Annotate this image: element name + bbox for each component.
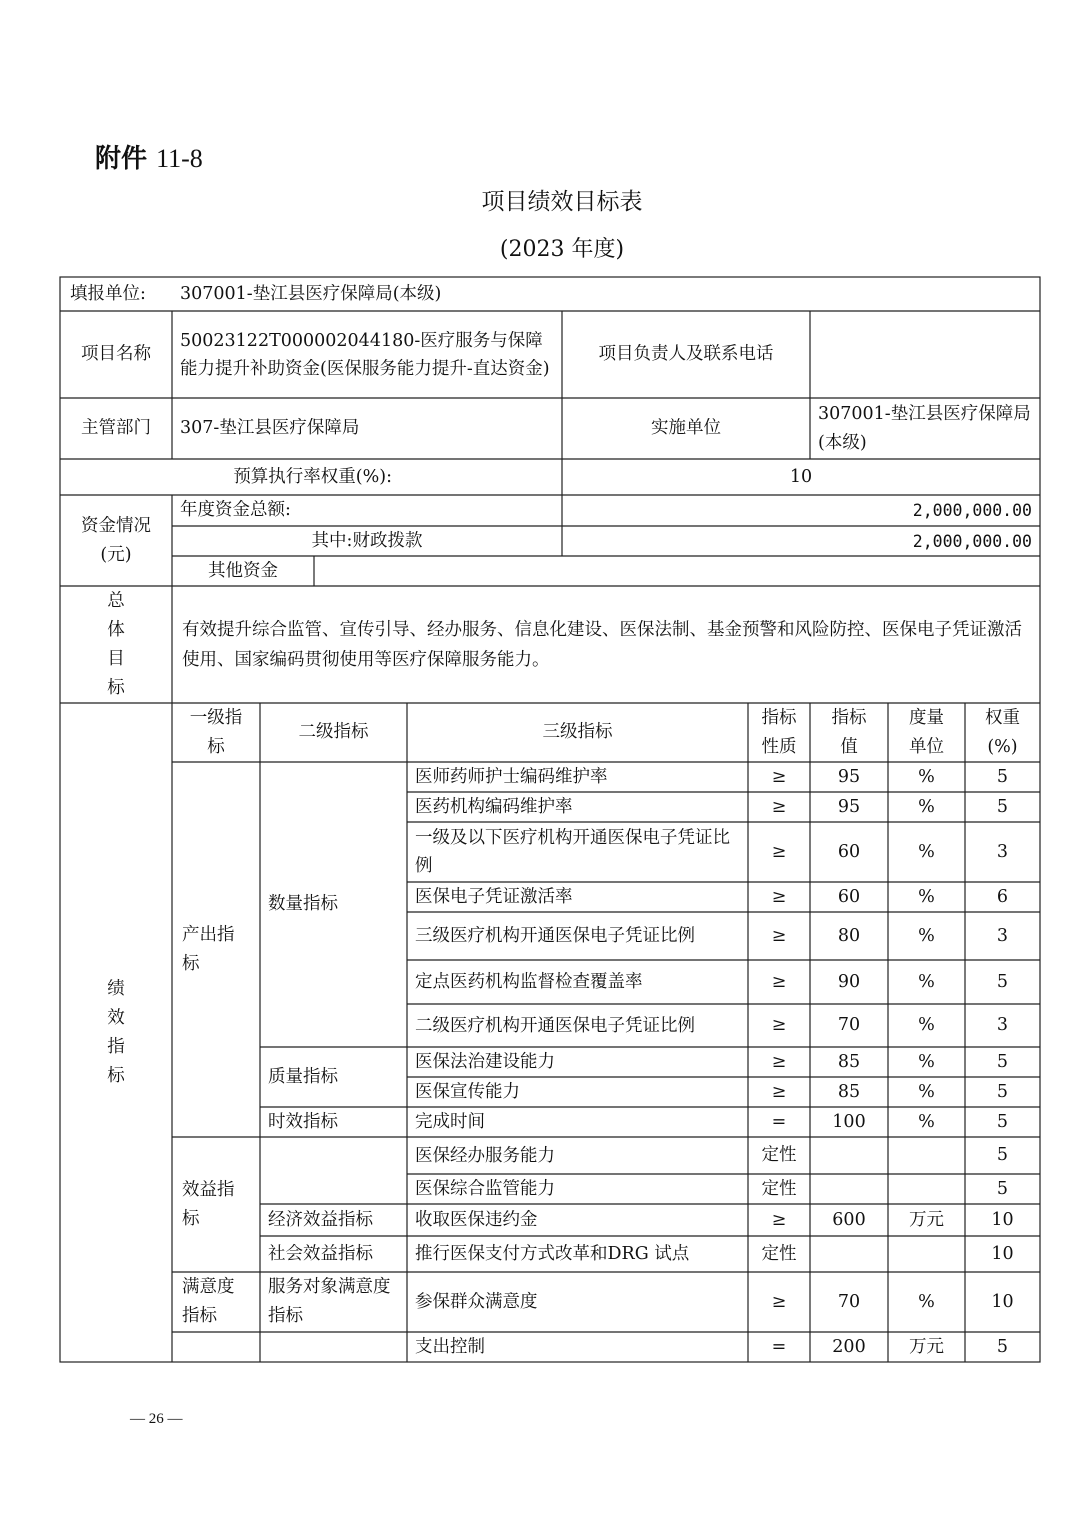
indicator-weight: 5 xyxy=(996,1178,1009,1199)
indicator-name: 医保宣传能力 xyxy=(415,1082,520,1102)
indicator-value: 70 xyxy=(837,1291,861,1312)
indicator-nature: ≥ xyxy=(771,1291,787,1312)
group-social: 社会效益指标 xyxy=(268,1243,373,1264)
header-value: 指标值 xyxy=(831,707,867,757)
indicator-nature: = xyxy=(771,1111,787,1132)
indicator-unit: % xyxy=(918,1015,935,1035)
indicator-nature: = xyxy=(771,1336,787,1357)
group-satisfaction: 满意度指标 xyxy=(182,1277,235,1326)
indicator-weight: 10 xyxy=(991,1291,1014,1312)
indicator-unit: 万元 xyxy=(909,1336,944,1357)
impl-value: 307001-垫江县医疗保障局(本级) xyxy=(818,403,1031,453)
funds-fiscal-label: 其中:财政拨款 xyxy=(311,530,423,551)
page-number: — 26 — xyxy=(130,1411,183,1427)
goal-label-char: 总 xyxy=(107,590,125,611)
goal-label-char: 目 xyxy=(107,648,125,669)
indicator-unit: % xyxy=(918,1051,935,1072)
indicator-nature: 定性 xyxy=(761,1145,797,1165)
attachment-label xyxy=(95,138,203,175)
group-service-satisfaction: 服务对象满意度指标 xyxy=(268,1277,391,1326)
indicator-nature: ≥ xyxy=(771,766,787,787)
indicator-weight: 10 xyxy=(991,1209,1014,1230)
indicator-value: 80 xyxy=(837,925,861,946)
impl-label: 实施单位 xyxy=(651,418,721,438)
budget-weight-value: 10 xyxy=(789,466,813,487)
header-unit: 度量单位 xyxy=(909,707,944,757)
indicator-name: 医保法治建设能力 xyxy=(415,1052,555,1072)
indicator-unit: % xyxy=(918,1291,935,1312)
performance-label-char: 绩 xyxy=(107,978,125,999)
performance-label-char: 效 xyxy=(107,1007,125,1028)
indicator-name: 二级医疗机构开通医保电子凭证比例 xyxy=(415,1015,695,1036)
contact-value xyxy=(810,311,1040,398)
page-subtitle-year: (2023 年度) xyxy=(499,237,625,262)
filing-unit-value: 307001-垫江县医疗保障局(本级) xyxy=(180,283,442,304)
group-economic: 经济效益指标 xyxy=(268,1209,373,1230)
indicator-weight: 3 xyxy=(996,841,1009,862)
indicator-weight: 3 xyxy=(996,925,1009,946)
indicator-name: 一级及以下医疗机构开通医保电子凭证比例 xyxy=(415,828,730,876)
indicator-name: 收取医保违约金 xyxy=(415,1210,538,1230)
contact-label: 项目负责人及联系电话 xyxy=(598,344,774,364)
indicator-name: 医保综合监管能力 xyxy=(415,1179,555,1199)
indicator-unit: % xyxy=(918,1081,935,1102)
indicator-name: 完成时间 xyxy=(415,1112,485,1132)
indicator-nature: ≥ xyxy=(771,1051,787,1072)
group-quantity: 数量指标 xyxy=(268,894,338,914)
indicator-value: 85 xyxy=(837,1081,861,1102)
indicator-unit xyxy=(888,1174,965,1204)
indicator-nature: 定性 xyxy=(761,1243,797,1264)
attachment-number: 11-8 xyxy=(156,144,203,173)
indicator-unit: % xyxy=(918,766,935,787)
indicator-nature: ≥ xyxy=(771,796,787,817)
indicator-name: 支出控制 xyxy=(415,1337,485,1357)
indicator-weight: 5 xyxy=(996,1145,1009,1165)
indicator-value: 200 xyxy=(832,1336,866,1357)
filing-unit-label: 填报单位: xyxy=(70,283,146,304)
indicator-value xyxy=(810,1137,888,1174)
indicator-unit: % xyxy=(918,886,935,907)
goal-label-char: 标 xyxy=(107,677,125,698)
funds-other-value xyxy=(314,556,1040,586)
indicator-unit xyxy=(888,1236,965,1272)
project-name-value: 50023122T000002044180-医疗服务与保障能力提升补助资金(医保服务能力提升-直达资金) xyxy=(180,330,550,379)
indicator-unit xyxy=(888,1137,965,1174)
indicator-nature: ≥ xyxy=(771,1015,787,1035)
header-nature: 指标性质 xyxy=(761,707,797,757)
attachment-word: 附件 xyxy=(95,144,148,174)
indicator-value: 600 xyxy=(832,1209,866,1230)
indicator-value xyxy=(810,1174,888,1204)
indicator-unit: 万元 xyxy=(909,1209,944,1230)
indicator-value: 60 xyxy=(837,841,861,862)
indicator-name: 医药机构编码维护率 xyxy=(415,797,573,817)
indicator-nature: ≥ xyxy=(771,1209,787,1230)
performance-label xyxy=(60,703,172,1362)
indicator-name: 三级医疗机构开通医保电子凭证比例 xyxy=(415,926,695,946)
indicator-unit: % xyxy=(918,971,935,992)
indicator-nature: 定性 xyxy=(761,1178,797,1199)
funds-annual-label: 年度资金总额: xyxy=(180,500,291,520)
indicator-value: 85 xyxy=(837,1051,861,1072)
funds-label: 资金情况(元) xyxy=(81,515,151,565)
funds-other-label: 其他资金 xyxy=(208,560,278,581)
indicator-value: 100 xyxy=(832,1111,866,1132)
indicator-value: 95 xyxy=(837,766,861,787)
indicator-weight: 3 xyxy=(996,1015,1009,1035)
indicator-value: 95 xyxy=(837,796,861,817)
indicator-value: 70 xyxy=(837,1015,861,1035)
goal-label-char: 体 xyxy=(107,619,125,640)
header-level3: 三级指标 xyxy=(542,722,613,742)
indicator-nature: ≥ xyxy=(771,1081,787,1102)
performance-label-char: 标 xyxy=(107,1065,125,1086)
funds-annual-value: 2,000,000.00 xyxy=(912,501,1032,520)
indicator-weight: 5 xyxy=(996,1081,1009,1102)
funds-fiscal-value: 2,000,000.00 xyxy=(912,531,1032,551)
indicator-name: 医师药师护士编码维护率 xyxy=(415,767,608,787)
indicator-nature: ≥ xyxy=(771,841,787,862)
indicator-name: 医保电子凭证激活率 xyxy=(415,887,573,907)
indicator-weight: 5 xyxy=(996,1111,1009,1132)
group-output: 产出指标 xyxy=(182,924,235,974)
indicator-weight: 5 xyxy=(996,1051,1009,1072)
indicator-nature: ≥ xyxy=(771,886,787,907)
indicator-nature: ≥ xyxy=(771,925,787,946)
indicator-value: 60 xyxy=(837,886,861,907)
indicator-nature: ≥ xyxy=(771,971,787,992)
project-name-label: 项目名称 xyxy=(81,344,151,364)
indicator-value xyxy=(810,1236,888,1272)
indicator-unit: % xyxy=(918,796,935,817)
indicator-weight: 5 xyxy=(996,971,1009,992)
group-benefit: 效益指标 xyxy=(182,1179,235,1229)
indicator-weight: 6 xyxy=(996,886,1009,907)
indicator-weight: 5 xyxy=(996,766,1009,787)
performance-label-char: 指 xyxy=(107,1036,125,1057)
indicator-name: 推行医保支付方式改革和DRG 试点 xyxy=(415,1244,690,1264)
indicator-weight: 5 xyxy=(996,1336,1009,1357)
group-quality: 质量指标 xyxy=(268,1066,338,1087)
indicator-weight: 5 xyxy=(996,796,1009,817)
dept-label: 主管部门 xyxy=(81,418,151,438)
dept-value: 307-垫江县医疗保障局 xyxy=(180,418,360,438)
goal-label xyxy=(60,586,172,703)
indicator-value: 90 xyxy=(837,971,861,992)
indicator-unit: % xyxy=(918,925,935,946)
group-timeliness: 时效指标 xyxy=(268,1111,338,1132)
indicator-name: 定点医药机构监督检查覆盖率 xyxy=(415,972,643,992)
indicator-unit: % xyxy=(918,1111,935,1132)
header-weight: 权重(%) xyxy=(985,707,1020,757)
indicator-name: 参保群众满意度 xyxy=(415,1292,538,1312)
goal-text: 有效提升综合监管、宣传引导、经办服务、信息化建设、医保法制、基金预警和风险防控、医保电子凭证激活使用、国家编码贯彻使用等医疗保障服务能力。 xyxy=(182,619,1022,670)
header-level2: 二级指标 xyxy=(298,722,369,742)
indicator-unit: % xyxy=(918,841,935,862)
page-title: 项目绩效目标表 xyxy=(481,189,643,215)
budget-weight-label: 预算执行率权重(%): xyxy=(233,466,392,487)
indicator-weight: 10 xyxy=(991,1243,1014,1264)
header-level1: 一级指标 xyxy=(189,707,243,757)
indicator-name: 医保经办服务能力 xyxy=(415,1145,555,1166)
